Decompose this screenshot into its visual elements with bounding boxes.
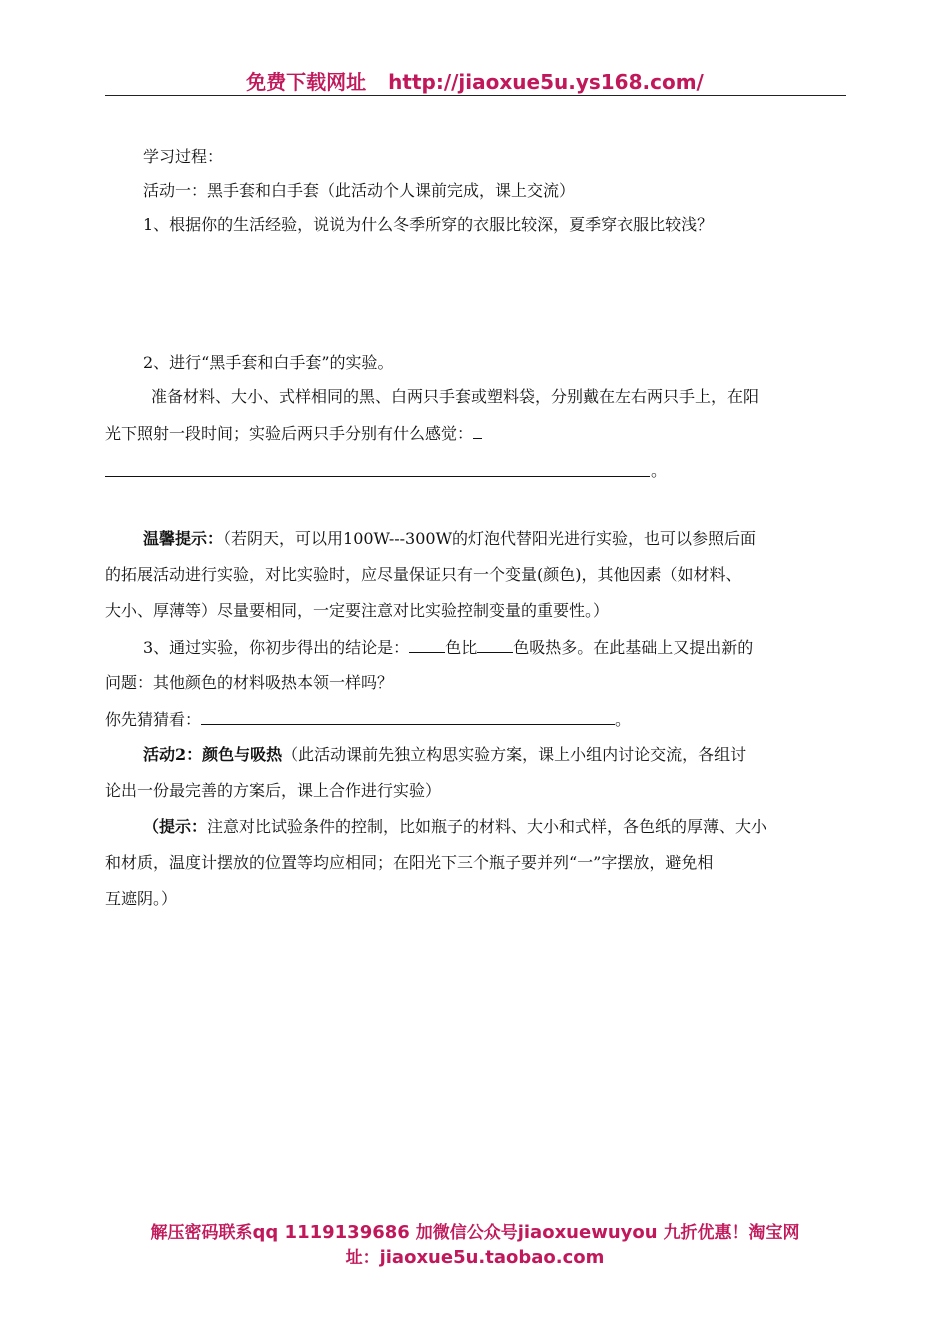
question-2: 2、进行“黑手套和白手套”的实验。 xyxy=(143,353,394,372)
footer-qq: qq 1119139686 xyxy=(252,1222,410,1243)
activity2-text-1: （此活动课前先独立构思实验方案，课上小组内讨论交流，各组讨 xyxy=(282,745,747,764)
activity2-label: 活动2：颜色与吸热 xyxy=(143,745,283,764)
hint-label: （提示： xyxy=(143,817,208,836)
footer-wechat-text: 加微信公众号 xyxy=(415,1223,518,1243)
activity1-heading: 活动一：黑手套和白手套（此活动个人课前完成，课上交流） xyxy=(143,181,576,200)
guess-line xyxy=(105,708,631,731)
tip-line2: 的拓展活动进行实验，对比实验时，应尽量保证只有一个变量(颜色)，其他因素（如材料、 xyxy=(105,565,742,584)
question-2-desc-text: 光下照射一段时间；实验后两只手分别有什么感觉： xyxy=(105,424,474,443)
footer-taobao-link[interactable]: jiaoxue5u.taobao.com xyxy=(379,1247,605,1268)
header-url-link[interactable]: http://jiaoxue5u.ys168.com/ xyxy=(388,70,704,94)
answer-blank-guess[interactable] xyxy=(201,708,615,725)
guess-period: 。 xyxy=(615,710,632,729)
hint-text-1: 注意对比试验条件的控制，比如瓶子的材料、大小和式样，各色纸的厚薄、大小 xyxy=(207,817,768,836)
header-label: 免费下载网址 xyxy=(246,70,367,94)
answer-blank-color1[interactable] xyxy=(409,636,445,653)
activity2-line1 xyxy=(143,744,746,766)
tip-line3: 大小、厚薄等）尽量要相同，一定要注意对比实验控制变量的重要性。） xyxy=(105,601,610,620)
answer-line-period: 。 xyxy=(651,461,668,480)
answer-line-feeling[interactable] xyxy=(105,476,650,477)
question-3 xyxy=(143,636,753,659)
question-2-desc-line1: 准备材料、大小、式样相同的黑、白两只手套或塑料袋，分别戴在左右两只手上，在阳 xyxy=(151,387,760,406)
hint-line2: 和材质，温度计摆放的位置等均应相同；在阳光下三个瓶子要并列“一”字摆放，避免相 xyxy=(105,853,714,872)
question-1: 1、根据你的生活经验，说说为什么冬季所穿的衣服比较深，夏季穿衣服比较浅？ xyxy=(143,215,714,234)
activity2-line2: 论出一份最完善的方案后，课上合作进行实验） xyxy=(105,781,442,800)
question-2-desc-line2 xyxy=(105,422,482,445)
question-3-text-a: 3、通过实验，你初步得出的结论是： xyxy=(143,638,410,657)
tip-line1 xyxy=(143,528,756,550)
hint-line3: 互遮阴。） xyxy=(105,889,178,908)
header-divider xyxy=(105,95,846,96)
answer-blank-color2[interactable] xyxy=(477,636,513,653)
tip-label: 温馨提示： xyxy=(143,529,224,548)
question-3-text-b: 色比 xyxy=(445,638,478,657)
question-3-text-c: 色吸热多。在此基础上又提出新的 xyxy=(513,638,754,657)
answer-blank-feeling[interactable] xyxy=(473,422,482,439)
section-title: 学习过程： xyxy=(143,147,224,166)
hint-line1 xyxy=(143,816,767,838)
question-3-line2: 问题：其他颜色的材料吸热本领一样吗？ xyxy=(105,673,394,692)
footer-discount-text: 九折优惠！淘宝网 xyxy=(663,1223,800,1243)
footer-wechat-id: jiaoxuewuyou xyxy=(517,1222,658,1243)
footer-address-label: 址： xyxy=(345,1248,380,1268)
guess-label: 你先猜猜看： xyxy=(105,710,202,729)
footer-line2 xyxy=(105,1243,845,1268)
footer-line1 xyxy=(105,1218,845,1243)
footer-password-text: 解压密码联系 xyxy=(150,1223,253,1243)
tip-text-1: （若阴天，可以用100W---300W的灯泡代替阳光进行实验，也可以参照后面 xyxy=(223,529,757,548)
page-header xyxy=(105,66,845,95)
